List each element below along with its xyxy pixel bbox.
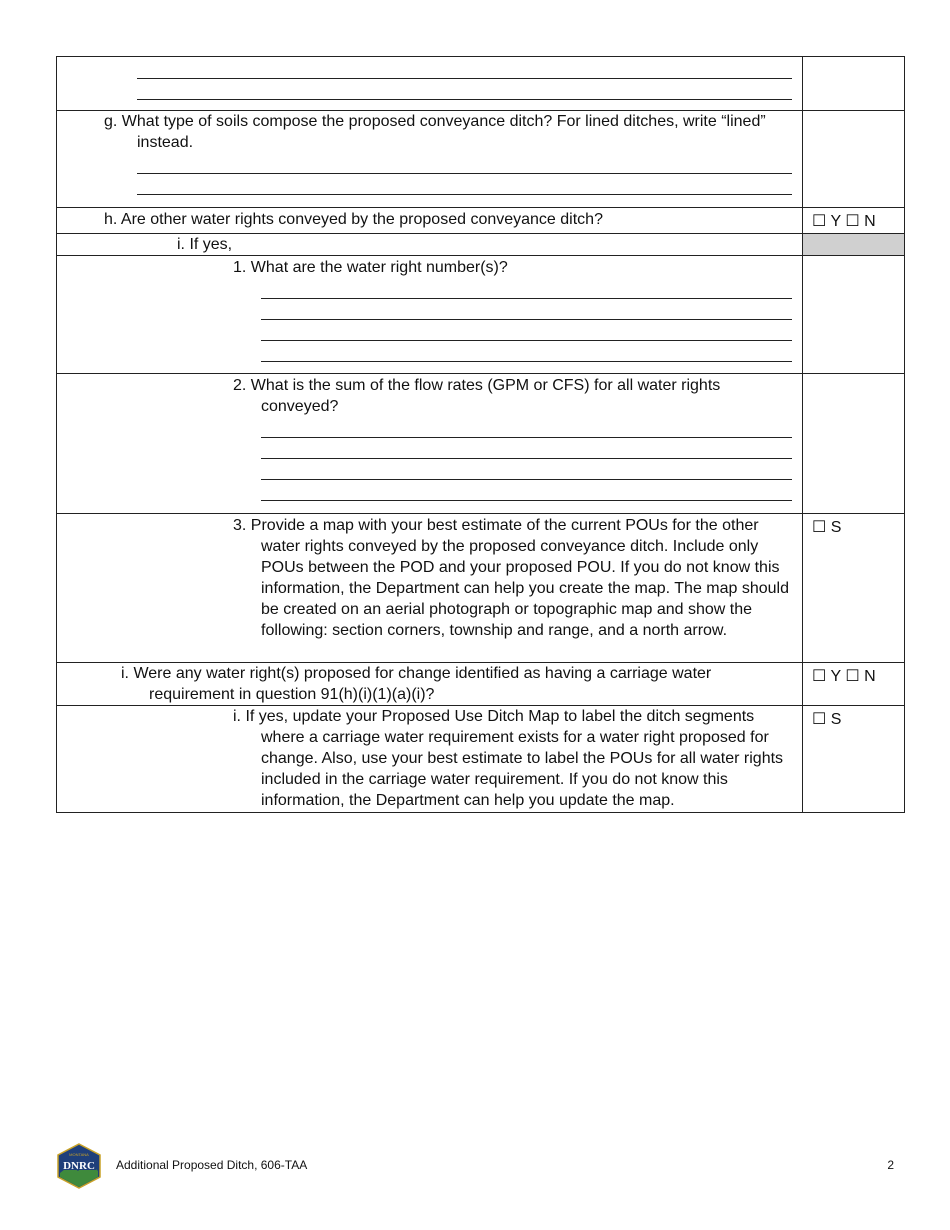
question-g-text: g. What type of soils compose the proposed conveyance ditch? For lined ditches, write “lined” instead. xyxy=(104,113,766,151)
answer-line[interactable] xyxy=(261,438,792,459)
submitted-checkbox[interactable]: ☐ S xyxy=(812,711,842,728)
answer-line[interactable] xyxy=(261,341,792,362)
dnrc-logo xyxy=(56,1143,102,1189)
question-cell xyxy=(57,234,803,256)
question-cell xyxy=(57,374,803,514)
question-h-text: h. Are other water rights conveyed by the proposed conveyance ditch? xyxy=(104,211,603,228)
answer-line[interactable] xyxy=(137,174,792,195)
logo-top-text: MONTANA xyxy=(69,1152,89,1157)
answer-line[interactable] xyxy=(137,58,792,79)
response-cell xyxy=(803,514,905,663)
question-h-i-2-text: 2. What is the sum of the flow rates (GPM or CFS) for all water rights conveyed? xyxy=(233,377,721,415)
page-number: 2 xyxy=(887,1158,894,1172)
question-h-i-text: i. If yes, xyxy=(177,236,233,253)
answer-line[interactable] xyxy=(261,459,792,480)
logo-text: DNRC xyxy=(63,1160,95,1172)
yes-no-checkboxes[interactable]: ☐ Y ☐ N xyxy=(812,213,876,230)
response-cell xyxy=(803,706,905,813)
submitted-checkbox[interactable]: ☐ S xyxy=(812,519,842,536)
answer-line[interactable] xyxy=(137,79,792,100)
table-row xyxy=(57,111,905,208)
question-h-i-3-text: 3. Provide a map with your best estimate of the current POUs for the other water rights conveyed by the proposed conveyance ditch. Include only POUs between the POD and your proposed POU. If you do not know this information, the Department can help you create the map. The map should be created on an aerial photograph or topographic map and show the following: section corners, township and range, and a north arrow. xyxy=(233,517,790,639)
table-row xyxy=(57,57,905,111)
form-title: Additional Proposed Ditch, 606-TAA xyxy=(116,1158,308,1172)
response-cell xyxy=(803,111,905,208)
question-cell xyxy=(57,514,803,663)
table-row xyxy=(57,706,905,813)
response-cell-shaded xyxy=(803,234,905,256)
answer-line[interactable] xyxy=(261,278,792,299)
question-cell xyxy=(57,663,803,706)
answer-line[interactable] xyxy=(261,299,792,320)
question-h-i-1-text: 1. What are the water right number(s)? xyxy=(233,259,508,276)
question-cell xyxy=(57,208,803,234)
yes-no-checkboxes[interactable]: ☐ Y ☐ N xyxy=(812,668,876,685)
form-table xyxy=(56,56,905,813)
table-row xyxy=(57,663,905,706)
response-cell xyxy=(803,57,905,111)
answer-line[interactable] xyxy=(137,153,792,174)
table-row xyxy=(57,208,905,234)
answer-line[interactable] xyxy=(261,480,792,501)
response-cell xyxy=(803,374,905,514)
response-cell xyxy=(803,663,905,706)
question-cell xyxy=(57,111,803,208)
question-cell xyxy=(57,706,803,813)
question-cell xyxy=(57,57,803,111)
response-cell xyxy=(803,208,905,234)
question-i-i-text: i. If yes, update your Proposed Use Ditch Map to label the ditch segments where a carriage water requirement exists for a water right proposed for change. Also, use your best estimate to label the POUs for all water rights included in the carriage water requirement. If you do not know this information, the Department can help you update the map. xyxy=(233,708,784,809)
table-row xyxy=(57,234,905,256)
question-cell xyxy=(57,256,803,374)
table-row xyxy=(57,514,905,663)
table-row xyxy=(57,256,905,374)
table-row xyxy=(57,374,905,514)
answer-line[interactable] xyxy=(261,417,792,438)
question-i-text: i. Were any water right(s) proposed for change identified as having a carriage water requirement in question 91(h)(i)(1)(a)(i)? xyxy=(121,665,712,703)
response-cell xyxy=(803,256,905,374)
answer-line[interactable] xyxy=(261,320,792,341)
